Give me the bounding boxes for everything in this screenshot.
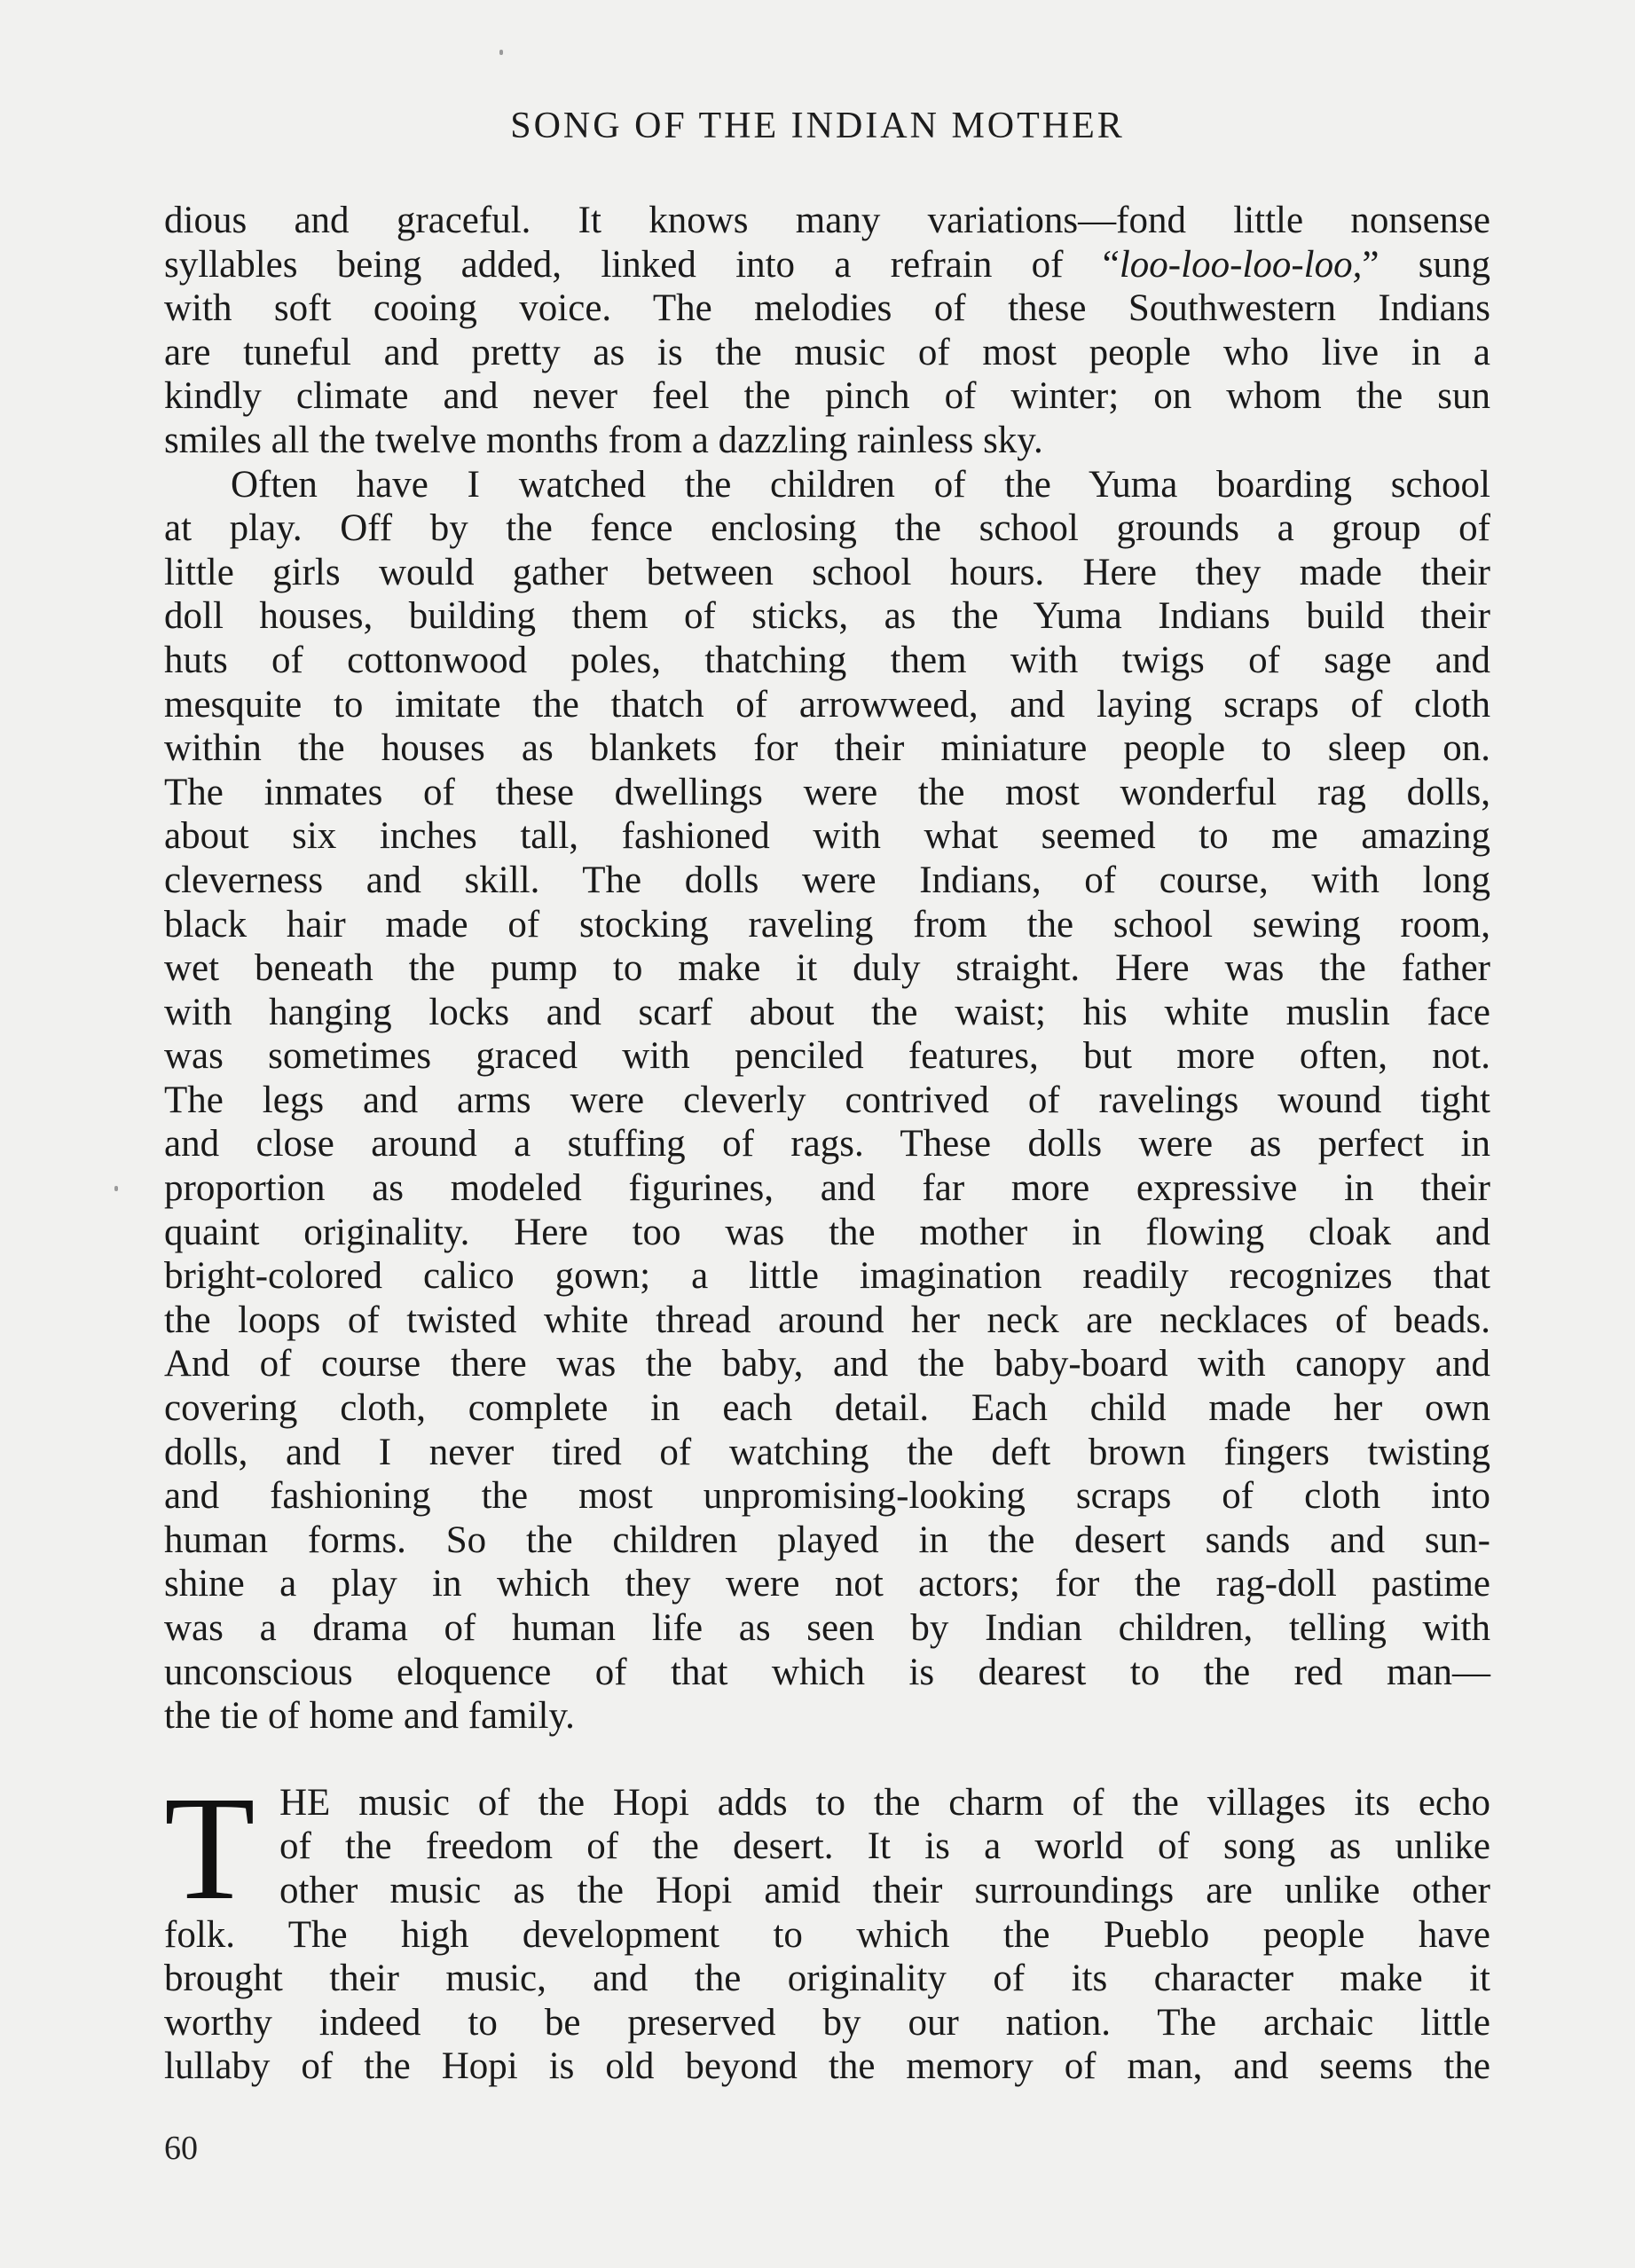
text-line: at play. Off by the fence enclosing the school grounds a group of [164,507,1490,550]
text-line: The inmates of these dwellings were the most wonderful rag dolls, [164,771,1490,813]
paper-speck [114,1186,118,1191]
text-line: lullaby of the Hopi is old beyond the memory of man, and seems the [164,2045,1490,2088]
text-line: other music as the Hopi amid their surroundings are unlike other [279,1869,1490,1911]
text-line: with hanging locks and scarf about the waist; his white muslin face [164,991,1490,1033]
text-line: and close around a stuffing of rags. These dolls were as perfect in [164,1123,1490,1165]
text-line: the tie of home and family. [164,1695,575,1738]
text-line: human forms. So the children played in the desert sands and sun- [164,1519,1490,1561]
paragraph-2 [164,463,1490,1738]
text-line: dolls, and I never tired of watching the deft brown fingers twisting [164,1431,1490,1473]
text-line: kindly climate and never feel the pinch of winter; on whom the sun [164,375,1490,418]
text-line: are tuneful and pretty as is the music of most people who live in a [164,331,1490,373]
text-line: doll houses, building them of sticks, as the Yuma Indians build their [164,595,1490,638]
paragraph-1 [164,199,1490,463]
paragraph-3 [164,1765,1490,2089]
text-line: black hair made of stocking raveling from the school sewing room, [164,903,1490,946]
italic-refrain: loo-loo-loo-loo, [1119,243,1363,286]
text-line: And of course there was the baby, and the baby-board with canopy and [164,1343,1490,1385]
text-line: wet beneath the pump to make it duly straight. Here was the father [164,947,1490,990]
text-line: proportion as modeled figurines, and far more expressive in their [164,1167,1490,1210]
text-line: covering cloth, complete in each detail. Each child made her own [164,1387,1490,1430]
text-line: shine a play in which they were not actors; for the rag-doll pastime [164,1563,1490,1605]
text-line: bright-colored calico gown; a little imagination readily recognizes that [164,1255,1490,1298]
text-line: dious and graceful. It knows many variations—fond little nonsense [164,200,1490,241]
text-line: with soft cooing voice. The melodies of these Southwestern Indians [164,287,1490,330]
text-line: the loops of twisted white thread around her neck are necklaces of beads. [164,1299,1490,1341]
running-head: SONG OF THE INDIAN MOTHER [510,106,1125,146]
text-line: Often have I watched the children of the Yuma boarding school [231,463,1490,506]
text-line: within the houses as blankets for their miniature people to sleep on. [164,727,1490,770]
text-line: little girls would gather between school hours. Here they made their [164,551,1490,593]
text-line: was a drama of human life as seen by Indian children, telling with [164,1607,1490,1649]
body-text [164,199,1490,2089]
text-line: worthy indeed to be preserved by our nation. The archaic little [164,2001,1490,2044]
text-line: brought their music, and the originality of its character make it [164,1958,1490,2000]
text-line: mesquite to imitate the thatch of arrowweed, and laying scraps of cloth [164,683,1490,726]
text-line: The legs and arms were cleverly contrived of ravelings wound tight [164,1079,1490,1121]
section-break [164,1738,1490,1781]
text-line: about six inches tall, fashioned with what seemed to me amazing [164,815,1490,858]
text-line: HE music of the Hopi adds to the charm of the villages its echo [279,1781,1490,1824]
paper-speck [499,50,503,55]
text-line: and fashioning the most unpromising-looking scraps of cloth into [164,1475,1490,1518]
text-line: quaint originality. Here too was the mother in flowing cloak and [164,1211,1490,1253]
text-line: folk. The high development to which the Pueblo people have [164,1913,1490,1956]
text-line: cleverness and skill. The dolls were Indians, of course, with long [164,859,1490,901]
text-line: unconscious eloquence of that which is dearest to the red man— [164,1651,1490,1693]
text-line: smiles all the twelve months from a dazzling rainless sky. [164,419,1043,461]
page-number: 60 [164,2130,198,2167]
text-line: huts of cottonwood poles, thatching them with twigs of sage and [164,639,1490,681]
text-line: was sometimes graced with penciled features, but more often, not. [164,1035,1490,1078]
text-line: syllables being added, linked into a refrain of “loo-loo-loo-loo,” sung [164,243,1490,286]
text-line: of the freedom of the desert. It is a world of song as unlike [279,1825,1490,1868]
drop-cap: T [164,1765,255,1931]
